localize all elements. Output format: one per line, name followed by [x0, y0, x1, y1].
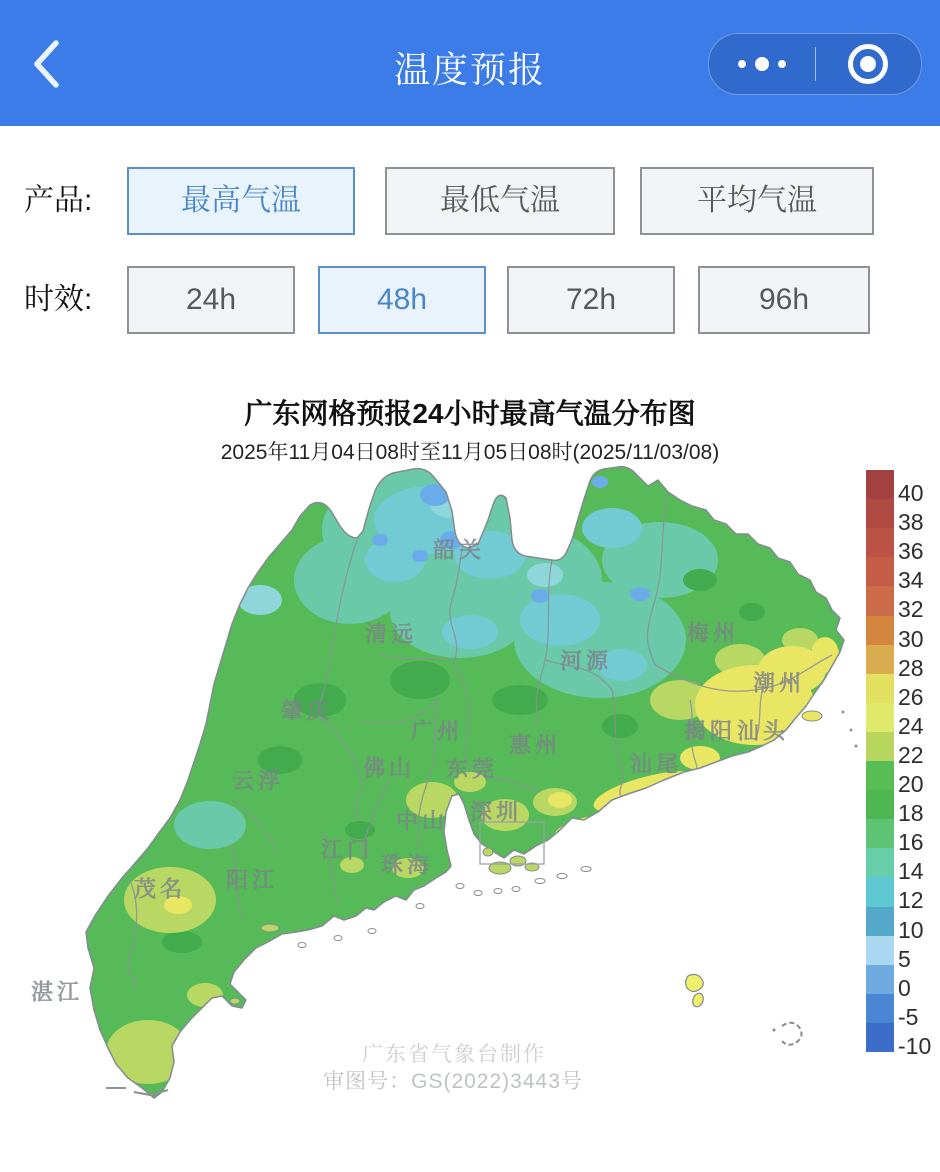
legend-tick-label: 18 — [898, 800, 924, 827]
city-label: 东莞 — [445, 756, 499, 782]
legend-tick-label: 40 — [898, 480, 924, 506]
legend-tick-label: 20 — [898, 771, 924, 797]
city-label: 中山 — [395, 808, 449, 834]
duration-option-24h[interactable]: 24h — [127, 266, 295, 334]
legend-color-segment — [866, 936, 894, 966]
circle-dot-icon — [848, 44, 888, 84]
legend-tick-label: 12 — [898, 887, 924, 914]
ellipsis-icon — [738, 57, 786, 71]
city-label: 梅州 — [686, 620, 740, 646]
duration-row — [0, 266, 940, 336]
legend-tick-label: 22 — [898, 741, 924, 768]
city-label: 云浮 — [231, 768, 285, 794]
legend-tick-label: 30 — [898, 625, 924, 652]
legend-color-segment — [866, 557, 894, 587]
product-option-max-temp[interactable]: 最高气温 — [127, 167, 355, 235]
legend-color-segment — [866, 819, 894, 849]
legend-tick-label: 5 — [898, 945, 911, 972]
legend-tick-label: 32 — [898, 596, 924, 623]
legend-color-segment — [866, 965, 894, 995]
legend-color-segment — [866, 703, 894, 733]
city-label: 惠州 — [508, 732, 562, 758]
legend-tick-label: 16 — [898, 829, 924, 856]
legend-color-segment — [866, 470, 894, 500]
city-label: 佛山 — [362, 755, 416, 781]
legend-color-segment — [866, 499, 894, 529]
legend-tick-label: -5 — [898, 1003, 919, 1030]
legend-tick-label: 38 — [898, 509, 924, 536]
legend-color-segment — [866, 994, 894, 1024]
legend-tick-label: 14 — [898, 858, 924, 885]
duration-option-96h[interactable]: 96h — [698, 266, 870, 334]
legend-color-segment — [866, 616, 894, 646]
legend-color-segment — [866, 761, 894, 791]
map-subtitle: 2025年11月04日08时至11月05日08时(2025/11/03/08) — [220, 441, 720, 464]
city-label: 阳江 — [225, 867, 279, 893]
duration-option-48h[interactable]: 48h — [318, 266, 486, 334]
legend-color-segment — [866, 732, 894, 762]
duration-row-label: 时效: — [24, 283, 93, 316]
page-title: 温度预报 — [393, 49, 546, 90]
legend-color-segment — [866, 790, 894, 820]
legend-tick-label: 34 — [898, 567, 924, 594]
more-menu-button[interactable] — [709, 34, 815, 94]
map-title: 广东网格预报24小时最高气温分布图 — [244, 398, 696, 429]
legend-color-segment — [866, 877, 894, 907]
product-option-avg-temp[interactable]: 平均气温 — [640, 167, 874, 235]
city-label: 茂名 — [133, 876, 187, 902]
legend-tick-label: 28 — [898, 654, 924, 681]
map-credit: 广东省气象台制作 — [362, 1043, 546, 1066]
legend-color-segment — [866, 907, 894, 937]
city-label: 江门 — [320, 837, 374, 863]
legend-tick-label: 24 — [898, 712, 924, 739]
product-row — [0, 167, 940, 237]
legend-tick-label: -10 — [898, 1032, 932, 1059]
city-label: 肇庆 — [280, 698, 334, 724]
city-label: 湛江 — [30, 979, 84, 1005]
duration-option-72h[interactable]: 72h — [507, 266, 675, 334]
app-header — [0, 0, 940, 126]
temperature-legend — [866, 470, 940, 1059]
legend-tick-label: 10 — [898, 916, 924, 943]
product-row-label: 产品: — [24, 184, 93, 217]
city-label: 珠海 — [380, 852, 434, 878]
city-label: 深圳 — [469, 799, 523, 825]
city-label: 清远 — [364, 621, 418, 647]
city-label: 潮州 — [752, 670, 806, 696]
legend-color-segment — [866, 674, 894, 704]
city-label: 汕尾 — [629, 751, 683, 777]
legend-color-segment — [866, 528, 894, 558]
city-label: 汕头 — [736, 718, 790, 744]
legend-tick-label: 36 — [898, 538, 924, 565]
city-label: 河源 — [559, 648, 613, 674]
legend-color-segment — [866, 848, 894, 878]
legend-tick-label: 0 — [898, 974, 911, 1001]
legend-color-segment — [866, 586, 894, 616]
miniprogram-capsule — [708, 33, 922, 95]
city-label: 韶关 — [432, 537, 486, 563]
map-review-number: 审图号：GS(2022)3443号 — [323, 1070, 583, 1093]
legend-color-segment — [866, 1023, 894, 1053]
city-label: 揭阳 — [683, 718, 737, 744]
city-label: 广州 — [410, 718, 464, 744]
legend-color-segment — [866, 645, 894, 675]
legend-tick-label: 26 — [898, 683, 924, 710]
exit-target-button[interactable] — [816, 34, 922, 94]
product-option-min-temp[interactable]: 最低气温 — [385, 167, 615, 235]
